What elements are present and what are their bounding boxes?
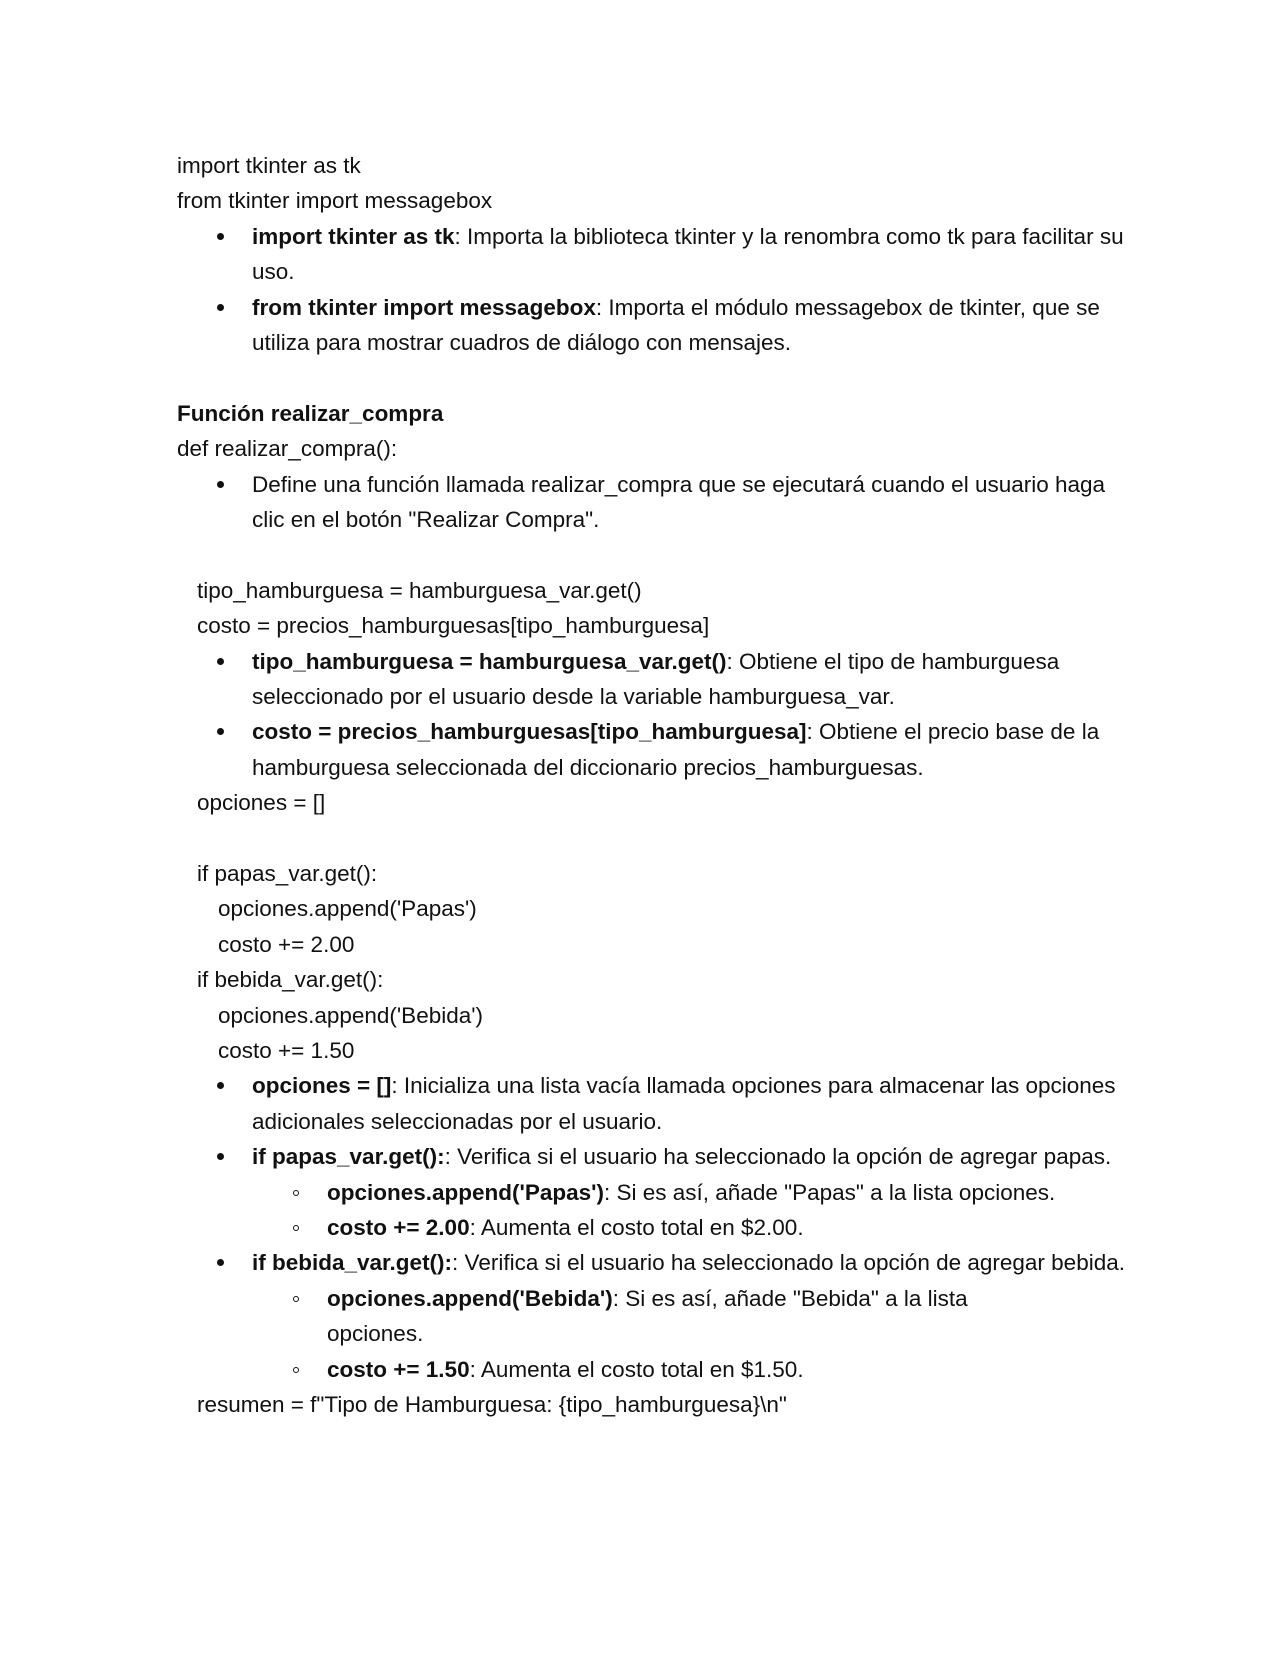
- bullet-code: from tkinter import messagebox: [252, 294, 596, 320]
- bullet-code: if bebida_var.get():: [252, 1250, 453, 1276]
- code-line: costo = precios_hamburguesas[tipo_hamburguesa]: [197, 613, 710, 639]
- spacer: [177, 360, 1137, 395]
- bullet-code: costo += 2.00: [327, 1214, 470, 1240]
- bullet-code: tipo_hamburguesa = hamburguesa_var.get(): [252, 648, 727, 674]
- bullet-text: : Obtiene el tipo de hamburguesa seleccionado por el usuario desde la variable hamburguesa_var.: [252, 648, 1060, 709]
- code-line: opciones.append('Bebida'): [218, 1002, 484, 1028]
- bullet-code: if papas_var.get():: [252, 1144, 445, 1170]
- bullet-code: opciones = []: [252, 1073, 392, 1099]
- section-heading: Función realizar_compra: [177, 400, 444, 426]
- code-line: def realizar_compra():: [177, 436, 398, 462]
- sub-list-item: [177, 1210, 1137, 1245]
- list-item: [177, 290, 1137, 361]
- bullet-code: opciones.append('Papas'): [327, 1179, 604, 1205]
- spacer: [177, 537, 1137, 572]
- def-bullet-list: [177, 467, 1137, 538]
- bullet-text: : Si es así, añade "Bebida" a la lista opciones.: [327, 1285, 968, 1347]
- import-bullet-list: [177, 219, 1137, 361]
- bullet-text: : Inicializa una lista vacía llamada opciones para almacenar las opciones adicionales seleccionadas por el usuario.: [252, 1073, 1116, 1134]
- list-item: Define una función llamada realizar_compra que se ejecutará cuando el usuario haga clic en el botón "Realizar Compra".: [177, 467, 1137, 538]
- bullet-code: costo = precios_hamburguesas[tipo_hamburguesa]: [252, 719, 807, 745]
- sub-list-item: [177, 1352, 1137, 1387]
- bullet-code: costo += 1.50: [327, 1356, 470, 1382]
- code-line: opciones = []: [197, 790, 326, 816]
- code-line: from tkinter import messagebox: [177, 188, 493, 214]
- bullet-code: import tkinter as tk: [252, 223, 455, 249]
- code-line: if papas_var.get():: [197, 860, 378, 886]
- spacer: [177, 821, 1137, 856]
- code-line: resumen = f"Tipo de Hamburguesa: {tipo_hamburguesa}\n": [197, 1391, 787, 1417]
- bullet-text: : Importa el módulo messagebox de tkinter, que se utiliza para mostrar cuadros de diálogo con mensajes.: [252, 294, 1100, 355]
- bullet-text: : Aumenta el costo total en $1.50.: [469, 1356, 804, 1382]
- block2-bullet-list-cont: [177, 1245, 1137, 1280]
- block1-bullet-list: [177, 644, 1137, 786]
- bullet-text: : Importa la biblioteca tkinter y la renombra como tk para facilitar su uso.: [252, 223, 1124, 285]
- bullet-text: : Obtiene el precio base de la hamburguesa seleccionada del diccionario precios_hamburguesas.: [252, 719, 1100, 780]
- bullet-code: opciones.append('Bebida'): [327, 1285, 613, 1311]
- papas-sub-list: [177, 1175, 1137, 1246]
- list-item: [177, 644, 1137, 715]
- bullet-text: : Verifica si el usuario ha seleccionado la opción de agregar bebida.: [452, 1250, 1125, 1276]
- list-item: [177, 1139, 1137, 1174]
- code-line: costo += 1.50: [218, 1037, 355, 1063]
- code-line: import tkinter as tk: [177, 153, 361, 178]
- document-body: [177, 148, 1137, 1422]
- block2-bullet-list: [177, 1068, 1137, 1174]
- list-item: [177, 714, 1137, 785]
- list-item: [177, 1068, 1137, 1139]
- code-line: opciones.append('Papas'): [218, 896, 477, 922]
- sub-list-item: [177, 1281, 1137, 1352]
- list-item: [177, 1245, 1137, 1280]
- bullet-text: : Si es así, añade "Papas" a la lista opciones.: [604, 1179, 1056, 1205]
- code-line: if bebida_var.get():: [197, 967, 384, 993]
- code-line: costo += 2.00: [218, 931, 355, 957]
- sub-list-item: [177, 1175, 1137, 1210]
- bebida-sub-list: [177, 1281, 1137, 1387]
- bullet-text: : Verifica si el usuario ha seleccionado la opción de agregar papas.: [444, 1144, 1112, 1170]
- list-item: [177, 219, 1137, 290]
- code-line: tipo_hamburguesa = hamburguesa_var.get(): [197, 577, 642, 603]
- bullet-text: : Aumenta el costo total en $2.00.: [469, 1214, 804, 1240]
